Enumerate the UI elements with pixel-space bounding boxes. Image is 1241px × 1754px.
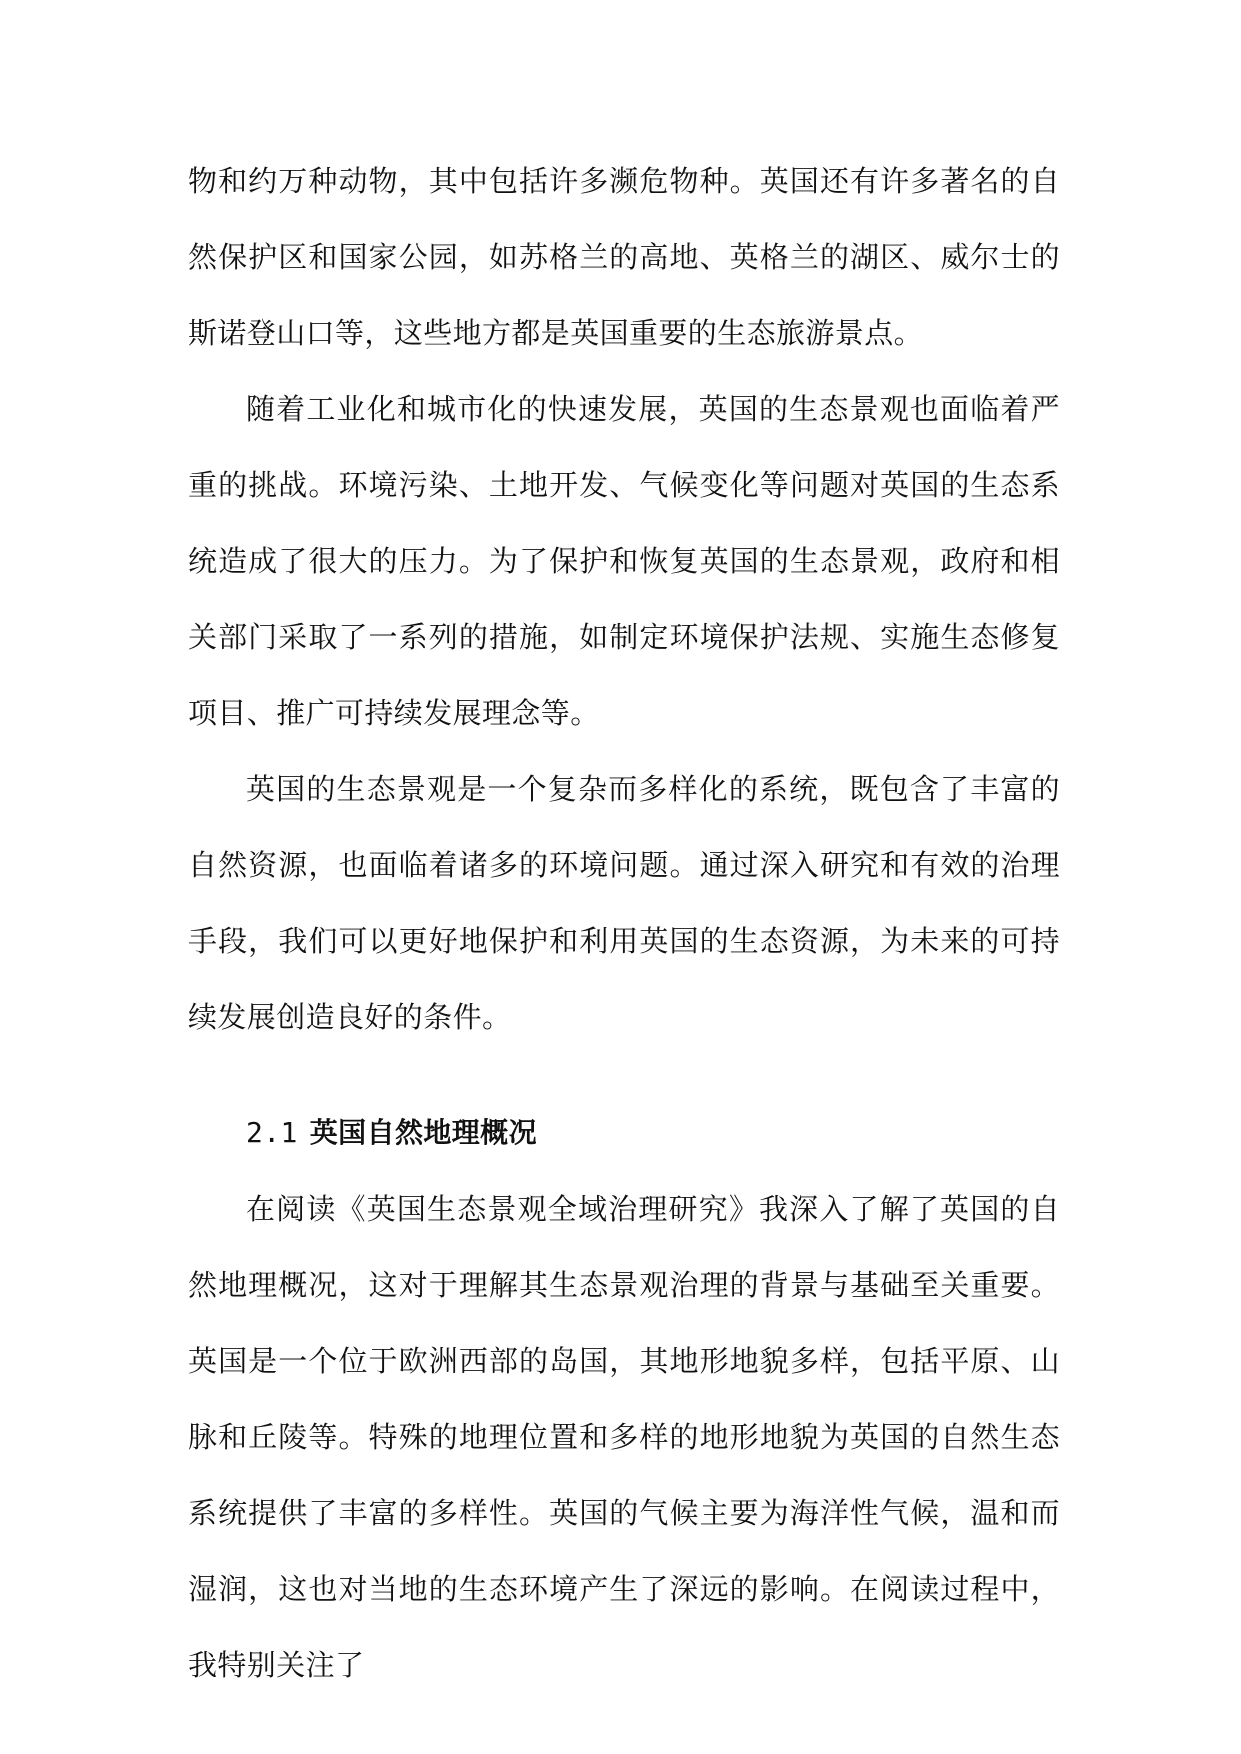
section-title: 英国自然地理概况 [309, 1116, 537, 1149]
paragraph-challenges: 随着工业化和城市化的快速发展，英国的生态景观也面临着严重的挑战。环境污染、土地开发、气候变化等问题对英国的生态系统造成了很大的压力。为了保护和恢复英国的生态景观，政府和相关部门采取了一系列的措施，如制定环境保护法规、实施生态修复项目、推广可持续发展理念等。 [188, 392, 1060, 730]
section-number: 2.1 [246, 1116, 298, 1149]
section-heading [188, 1055, 1060, 1171]
paragraph-geography: 在阅读《英国生态景观全域治理研究》我深入了解了英国的自然地理概况，这对于理解其生态景观治理的背景与基础至关重要。英国是一个位于欧洲西部的岛国，其地形地貌多样，包括平原、山脉和丘陵等。特殊的地理位置和多样的地形地貌为英国的自然生态系统提供了丰富的多样性。英国的气候主要为海洋性气候，温和而湿润，这也对当地的生态环境产生了深远的影响。在阅读过程中，我特别关注了 [188, 1192, 1060, 1682]
page-body [188, 143, 1060, 1703]
paragraph-summary: 英国的生态景观是一个复杂而多样化的系统，既包含了丰富的自然资源，也面临着诸多的环境问题。通过深入研究和有效的治理手段，我们可以更好地保护和利用英国的生态资源，为未来的可持续发展创造良好的条件。 [188, 772, 1060, 1034]
paragraph-continued: 物和约万种动物，其中包括许多濒危物种。英国还有许多著名的自然保护区和国家公园，如苏格兰的高地、英格兰的湖区、威尔士的斯诺登山口等，这些地方都是英国重要的生态旅游景点。 [188, 164, 1060, 350]
